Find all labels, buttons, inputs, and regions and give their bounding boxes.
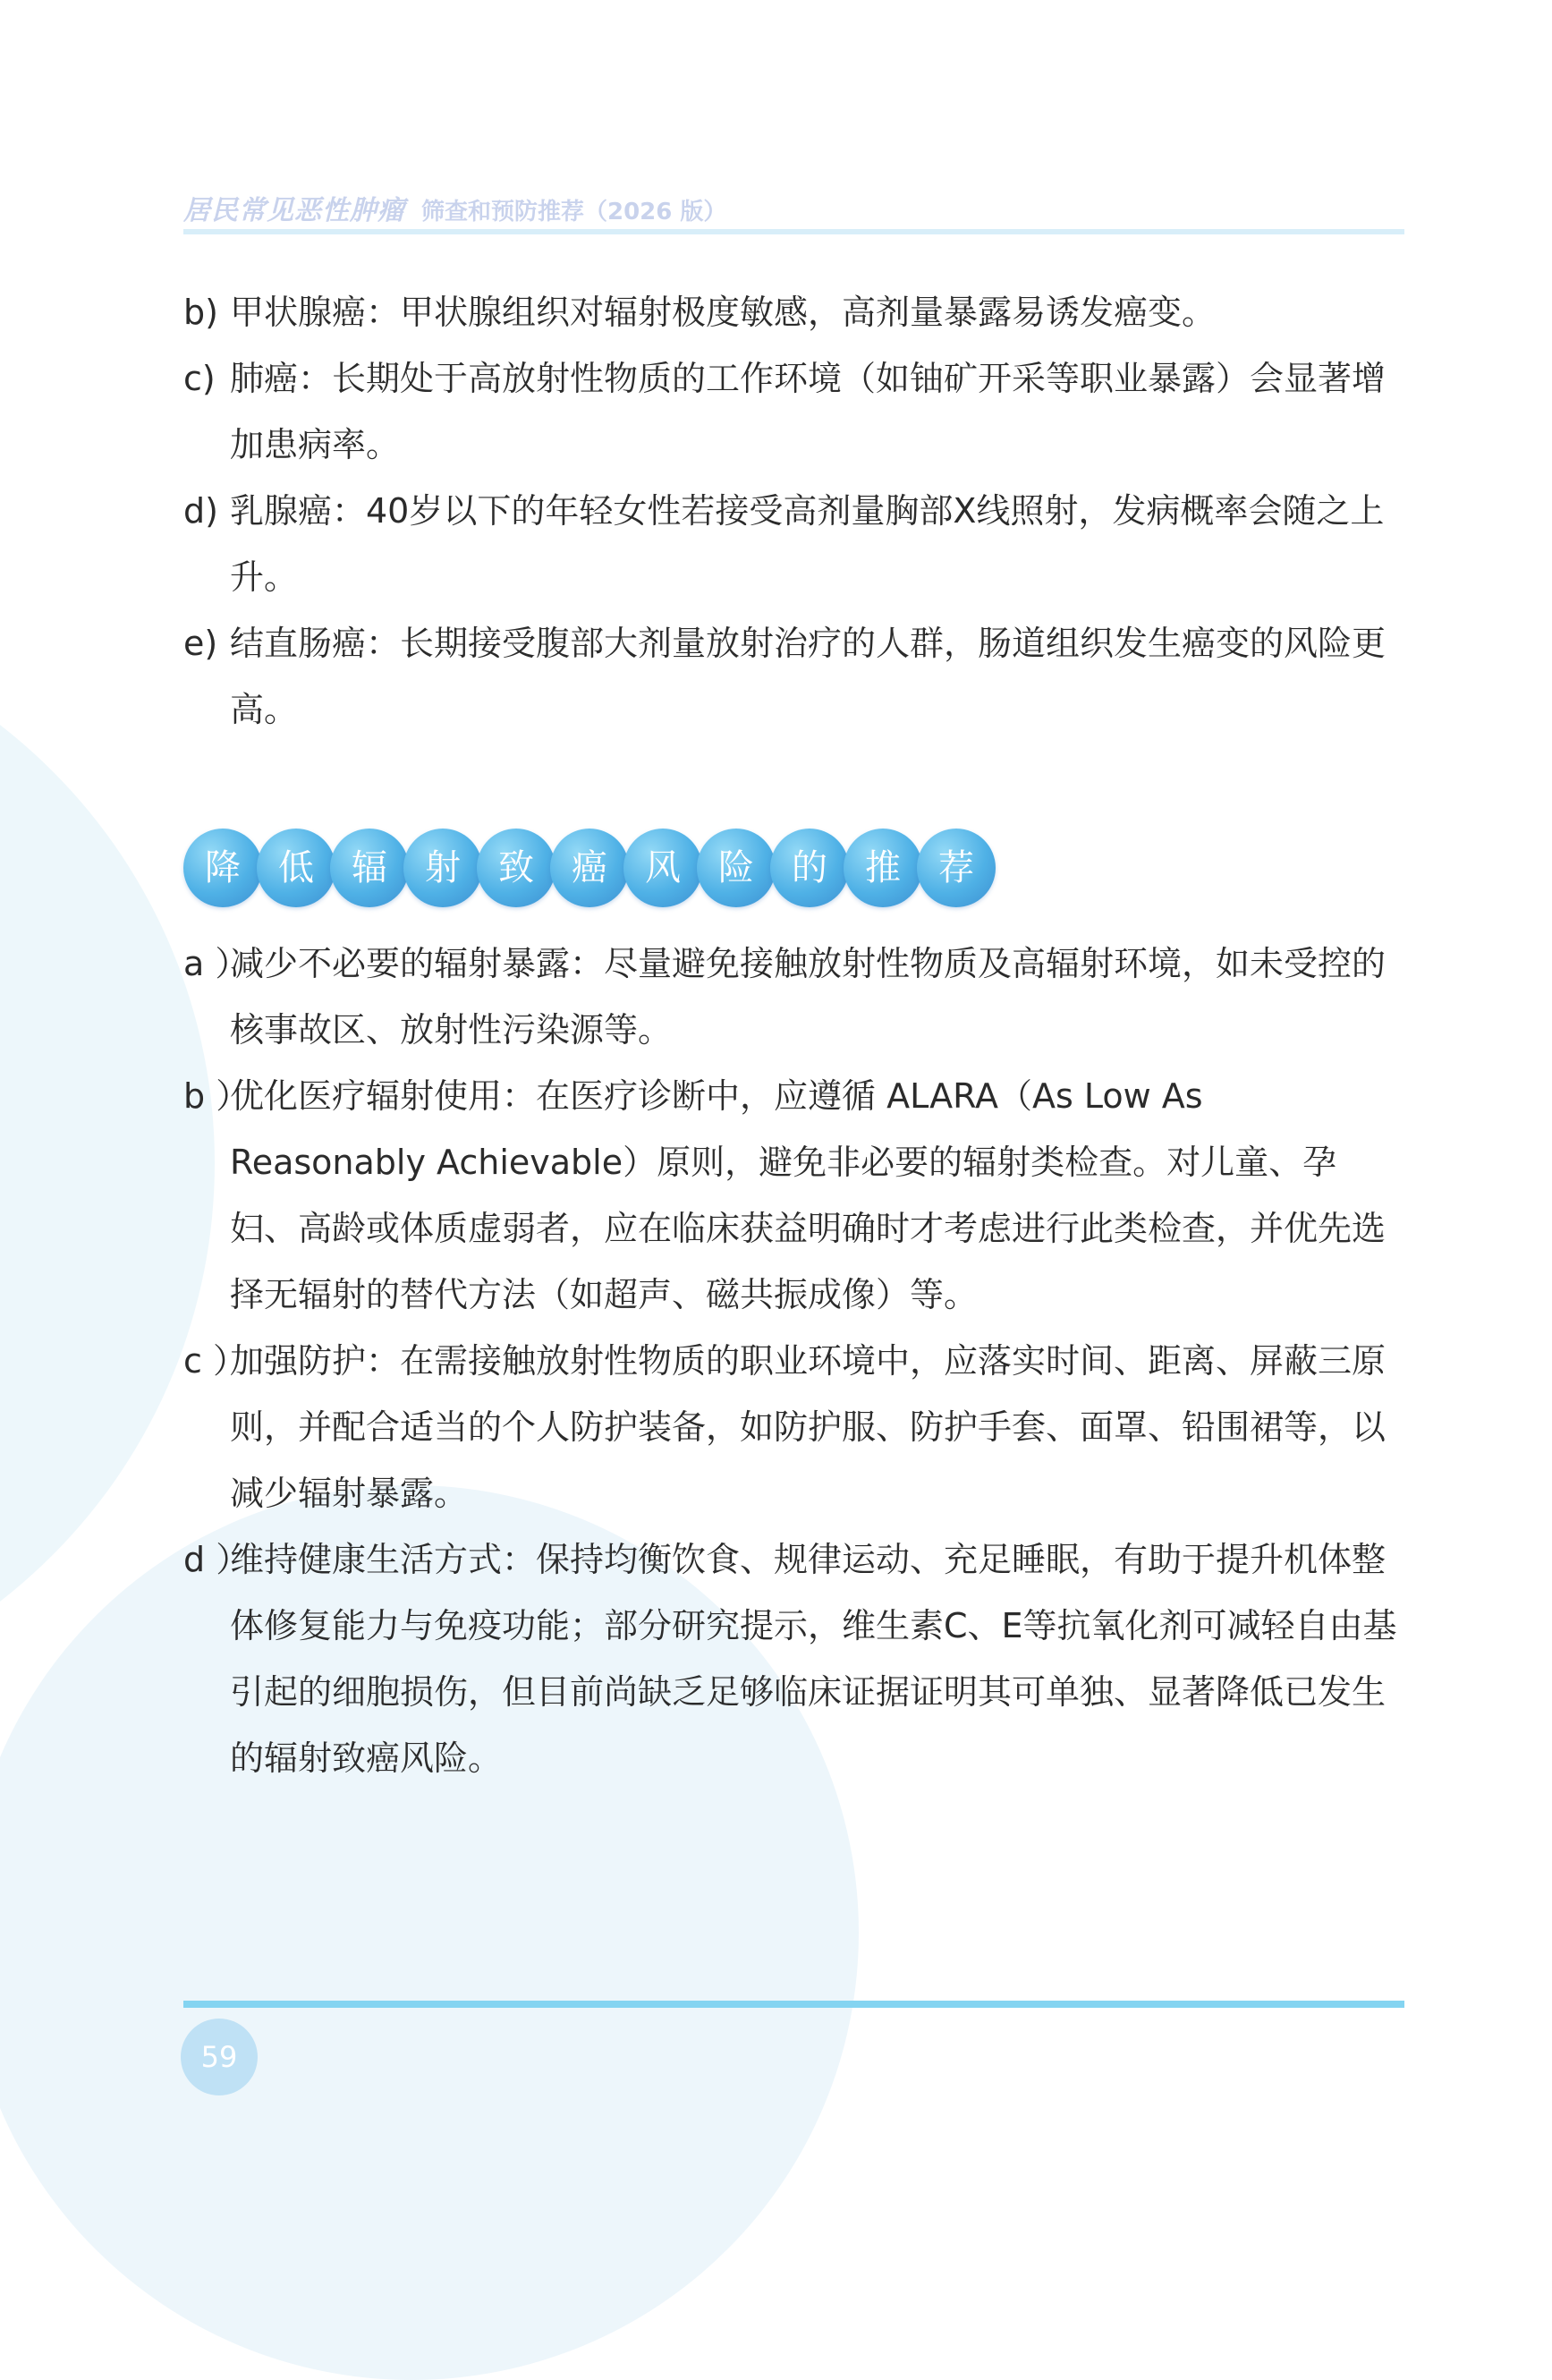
- list-item: [183, 1063, 1404, 1328]
- list-item: [183, 345, 1404, 478]
- item-text: 维持健康生活方式：保持均衡饮食、规律运动、充足睡眠，有助于提升机体整体修复能力与免疫功能；部分研究提示，维生素C、E等抗氧化剂可减轻自由基引起的细胞损伤，但目前尚缺乏足够临床证据证明其可单独、显著降低已发生的辐射致癌风险。: [230, 1540, 1397, 1778]
- footer-divider: [183, 2001, 1404, 2008]
- item-text: 加强防护：在需接触放射性物质的职业环境中，应落实时间、距离、屏蔽三原则，并配合适当的个人防护装备，如防护服、防护手套、面罩、铅围裙等，以减少辐射暴露。: [230, 1341, 1387, 1513]
- heading-char: 癌: [550, 829, 629, 907]
- heading-char: 的: [770, 829, 849, 907]
- item-label: d ）: [183, 1540, 250, 1579]
- item-label: c ）: [183, 1341, 247, 1381]
- item-label: e): [183, 624, 218, 663]
- list-item: [183, 478, 1404, 610]
- section-heading: [183, 829, 990, 907]
- item-label: c): [183, 359, 216, 398]
- header-subtitle: 筛查和预防推荐（2026 版）: [421, 199, 727, 225]
- item-label: a ）: [183, 944, 250, 983]
- item-text: 减少不必要的辐射暴露：尽量避免接触放射性物质及高辐射环境，如未受控的核事故区、放射性污染源等。: [230, 944, 1387, 1050]
- item-text: 肺癌：长期处于高放射性物质的工作环境（如铀矿开采等职业暴露）会显著增加患病率。: [230, 359, 1387, 464]
- heading-char: 射: [403, 829, 482, 907]
- heading-char: 险: [697, 829, 776, 907]
- list-item: [183, 1328, 1404, 1526]
- header-title: 居民常见恶性肿瘤: [183, 195, 405, 226]
- item-label: d): [183, 491, 218, 531]
- page-header: [183, 188, 726, 227]
- heading-char: 辐: [330, 829, 409, 907]
- list-item: [183, 931, 1404, 1063]
- item-label: b): [183, 293, 218, 332]
- list-item: [183, 279, 1404, 345]
- header-divider: [183, 229, 1404, 234]
- recommendations-list: [183, 931, 1404, 1791]
- item-label: b ）: [183, 1076, 250, 1116]
- heading-char: 荐: [917, 829, 996, 907]
- item-text: 优化医疗辐射使用：在医疗诊断中，应遵循 ALARA（As Low As Reasonably Achievable）原则，避免非必要的辐射类检查。对儿童、孕妇、高龄或体质虚弱者，应在临床获益明确时才考虑进行此类检查，并优先选择无辐射的替代方法（如超声、磁共振成像）等。: [230, 1076, 1387, 1314]
- heading-char: 低: [257, 829, 335, 907]
- heading-char: 致: [477, 829, 555, 907]
- page-number: 59: [181, 2019, 258, 2095]
- heading-char: 推: [844, 829, 922, 907]
- item-text: 结直肠癌：长期接受腹部大剂量放射治疗的人群，肠道组织发生癌变的风险更高。: [230, 624, 1387, 729]
- list-item: [183, 1526, 1404, 1791]
- item-text: 乳腺癌：40岁以下的年轻女性若接受高剂量胸部X线照射，发病概率会随之上升。: [230, 491, 1385, 597]
- heading-char: 降: [183, 829, 262, 907]
- cancer-types-list: [183, 279, 1404, 743]
- heading-char: 风: [623, 829, 702, 907]
- item-text: 甲状腺癌：甲状腺组织对辐射极度敏感，高剂量暴露易诱发癌变。: [230, 293, 1217, 332]
- list-item: [183, 610, 1404, 743]
